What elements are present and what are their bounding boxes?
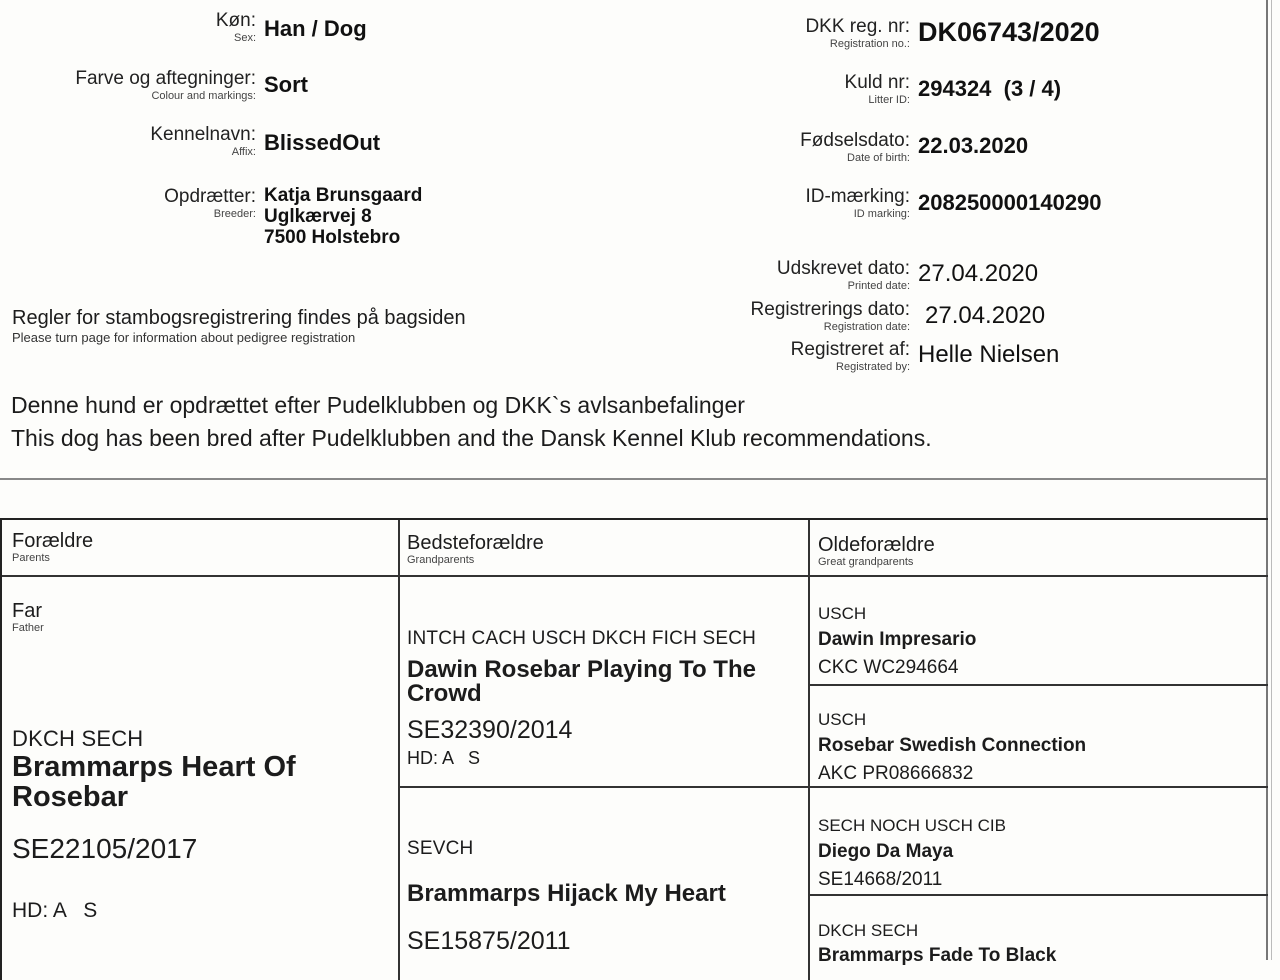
grandparent-2-reg: SE15875/2011	[407, 927, 571, 955]
grandparent-2-titles: SEVCH	[407, 838, 474, 859]
rules-note-sub: Please turn page for information about pedigree registration	[12, 330, 356, 345]
reg-no-value: DK06743/2020	[918, 17, 1100, 47]
column-header-great-grandparents: Oldeforældre Great grandparents	[818, 534, 935, 568]
section-divider	[0, 478, 1266, 480]
great-grandparent-2-reg: AKC PR08666832	[818, 763, 974, 784]
breeder-label: Opdrætter: Breeder:	[164, 186, 256, 220]
great-grandparent-divider	[808, 684, 1268, 686]
great-grandparent-3-name: Diego Da Maya	[818, 841, 954, 862]
id-marking-label: ID-mærking: ID marking:	[805, 186, 910, 220]
breeder-street: Uglkærvej 8	[264, 206, 372, 227]
kennel-label: Kennelnavn: Affix:	[150, 124, 256, 158]
column-divider	[398, 520, 400, 980]
registration-date-value: 27.04.2020	[925, 302, 1046, 329]
printed-date-label: Udskrevet dato: Printed date:	[776, 258, 910, 292]
great-grandparent-2-name: Rosebar Swedish Connection	[818, 735, 1087, 756]
great-grandparent-1-reg: CKC WC294664	[818, 657, 959, 678]
colour-label: Farve og aftegninger: Colour and markings:	[75, 68, 256, 102]
column-header-grandparents: Bedsteforældre Grandparents	[407, 532, 544, 566]
column-divider	[808, 520, 810, 980]
grandparent-1-hd: HD: A S	[407, 748, 481, 768]
reg-no-label: DKK reg. nr: Registration no.:	[805, 16, 910, 50]
breeding-note	[11, 389, 932, 455]
great-grandparent-4-titles: DKCH SECH	[818, 921, 919, 940]
rules-note-main: Regler for stambogsregistrering findes på bagsiden	[12, 307, 466, 329]
colour-value: Sort	[264, 72, 308, 97]
registered-by-label: Registreret af: Registrated by:	[790, 339, 910, 373]
printed-date-value: 27.04.2020	[918, 260, 1039, 287]
page-edge-shadow	[1271, 0, 1272, 960]
breeder-value	[264, 185, 422, 248]
sex-value: Han / Dog	[264, 16, 367, 41]
rules-note	[12, 307, 466, 345]
dob-value: 22.03.2020	[918, 133, 1029, 158]
column-header-parents: Forældre Parents	[12, 530, 94, 564]
kennel-value: BlissedOut	[264, 130, 381, 155]
great-grandparent-1-titles: USCH	[818, 604, 867, 623]
dob-label: Fødselsdato: Date of birth:	[800, 130, 910, 164]
breeder-name: Katja Brunsgaard	[264, 185, 423, 206]
id-marking-value: 208250000140290	[918, 190, 1102, 215]
registration-date-label: Registrerings dato: Registration date:	[750, 299, 910, 333]
great-grandparent-1-name: Dawin Impresario	[818, 629, 977, 650]
father-name: Brammarps Heart Of Rosebar	[12, 751, 296, 813]
grandparent-1-name: Dawin Rosebar Playing To The Crowd	[407, 656, 756, 707]
sex-label: Køn: Sex:	[215, 10, 256, 44]
grandparent-2-name: Brammarps Hijack My Heart	[407, 880, 726, 907]
great-grandparent-3-titles: SECH NOCH USCH CIB	[818, 816, 1006, 835]
grandparent-1-titles: INTCH CACH USCH DKCH FICH SECH	[407, 628, 757, 649]
grandparent-1-reg: SE32390/2014	[407, 716, 573, 744]
breeding-note-en: This dog has been bred after Pudelklubben and the Dansk Kennel Klub recommendations.	[11, 425, 932, 451]
great-grandparent-divider	[808, 894, 1268, 896]
registered-by-value: Helle Nielsen	[918, 341, 1060, 368]
father-label: Far Father	[12, 600, 44, 634]
father-hd: HD: A S	[12, 899, 98, 922]
father-titles: DKCH SECH	[12, 726, 144, 751]
father-reg: SE22105/2017	[12, 833, 198, 864]
pedigree-table	[0, 518, 1268, 980]
great-grandparent-2-titles: USCH	[818, 710, 867, 729]
header-divider	[2, 575, 1268, 577]
breeding-note-da: Denne hund er opdrættet efter Pudelklubben og DKK`s avlsanbefalinger	[11, 392, 745, 418]
grandparent-divider	[398, 786, 1268, 788]
great-grandparent-4-name: Brammarps Fade To Black	[818, 945, 1057, 966]
litter-label: Kuld nr: Litter ID:	[844, 72, 910, 106]
great-grandparent-3-reg: SE14668/2011	[818, 869, 943, 890]
litter-value: 294324 (3 / 4)	[918, 76, 1062, 101]
breeder-city: 7500 Holstebro	[264, 227, 401, 248]
